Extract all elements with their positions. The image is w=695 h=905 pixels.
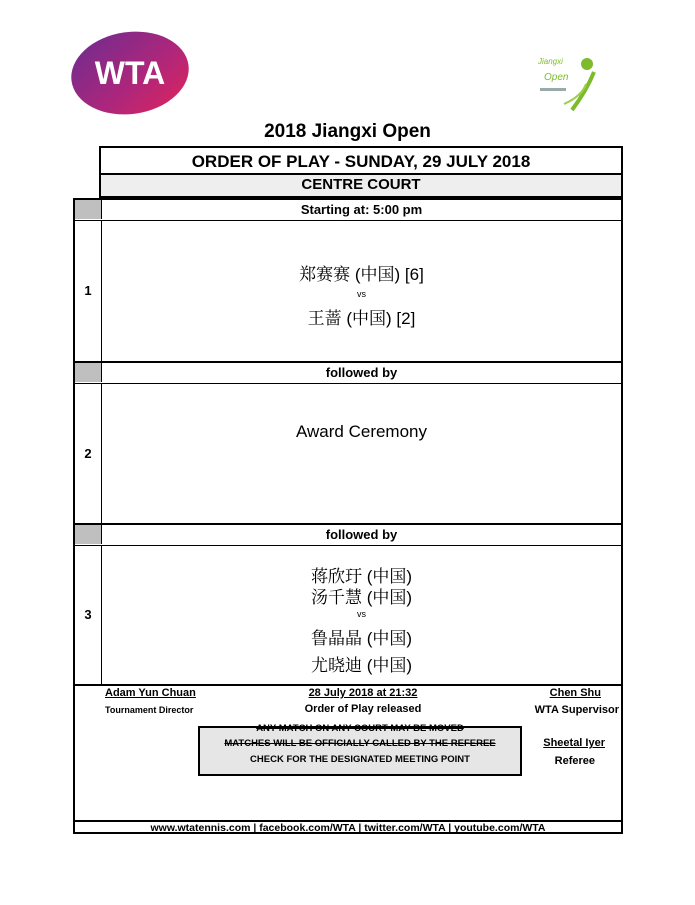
released-label: Order of Play released: [304, 703, 422, 715]
row-header-text: Starting at: 5:00 pm: [300, 202, 423, 217]
notice-line: CHECK FOR THE DESIGNATED MEETING POINT: [250, 754, 470, 765]
player: 汤千慧 (中国): [310, 588, 413, 607]
director-name: Adam Yun Chuan: [105, 687, 196, 699]
event-title: 2018 Jiangxi Open: [264, 121, 431, 142]
vs-label: vs: [357, 609, 366, 619]
player: 鲁晶晶 (中国): [310, 629, 413, 648]
svg-text:WTA: WTA: [94, 55, 166, 91]
wta-logo: [70, 30, 190, 116]
jiangxi-open-logo: [532, 54, 602, 116]
supervisor-name: Chen Shu: [549, 687, 601, 699]
player: 蒋欣玗 (中国): [310, 567, 413, 586]
match-number: 3: [75, 545, 102, 684]
match-number: 2: [75, 383, 102, 523]
row-header-text: followed by: [325, 365, 398, 380]
match-row: [75, 383, 621, 525]
svg-text:Jiangxi: Jiangxi: [538, 57, 563, 66]
supervisor-title: WTA Supervisor: [534, 704, 619, 716]
notice-line: MATCHES WILL BE OFFICIALLY CALLED BY THE REFEREE: [224, 738, 496, 749]
notice-box: [198, 723, 522, 776]
social-links: www.wtatennis.com | facebook.com/WTA | twitter.com/WTA | youtube.com/WTA: [75, 820, 621, 836]
match-number: 1: [75, 220, 102, 361]
schedule-table: [73, 198, 623, 834]
row-header: [75, 525, 621, 546]
court-name: CENTRE COURT: [99, 175, 623, 198]
player: 郑赛赛 (中国) [6]: [299, 265, 424, 284]
svg-text:Open: Open: [544, 72, 569, 83]
match-row: [75, 545, 621, 686]
match-row: [75, 220, 621, 363]
released-time: 28 July 2018 at 21:32: [308, 687, 418, 699]
director-title: Tournament Director: [105, 705, 194, 715]
row-header: [75, 363, 621, 384]
row-header: [75, 200, 621, 221]
referee-title: Referee: [554, 755, 595, 767]
player: 王蔷 (中国) [2]: [307, 309, 416, 328]
vs-label: vs: [357, 289, 366, 299]
player: 尤晓迪 (中国): [310, 656, 413, 675]
notice-line: ANY MATCH ON ANY COURT MAY BE MOVED: [256, 723, 464, 734]
event-item: Award Ceremony: [295, 422, 428, 441]
referee-name: Sheetal Iyer: [543, 737, 605, 749]
row-header-text: followed by: [325, 527, 398, 542]
order-of-play-title: ORDER OF PLAY - SUNDAY, 29 JULY 2018: [99, 146, 623, 175]
footer: [75, 686, 621, 820]
